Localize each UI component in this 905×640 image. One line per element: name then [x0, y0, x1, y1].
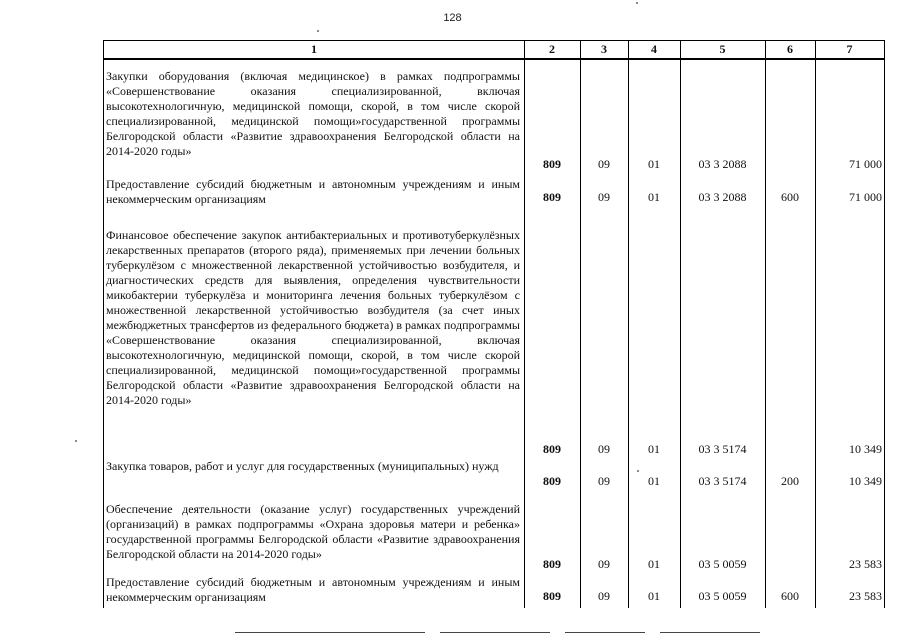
amount: 23 583 [849, 589, 882, 603]
admin-code: 809 [543, 474, 561, 488]
amount: 71 000 [849, 157, 882, 171]
column-divider [815, 40, 816, 608]
table-header [104, 40, 884, 60]
target-code: 03 3 2088 [698, 157, 747, 171]
row-description: Предоставление субсидий бюджетным и автономным учреждениям и иным некоммерческим организациям [106, 177, 520, 206]
amount: 71 000 [849, 190, 882, 204]
column-header: 7 [846, 42, 853, 56]
column-header: 6 [787, 42, 793, 56]
section-code: 09 [598, 442, 610, 456]
section-code: 09 [598, 157, 610, 171]
subsection-code: 01 [648, 442, 660, 456]
column-divider [524, 40, 525, 608]
scan-speck [75, 440, 77, 442]
expense-type: 200 [781, 474, 799, 488]
row-description: Предоставление субсидий бюджетным и автономным учреждениям и иным некоммерческим организациям [106, 575, 520, 604]
column-header: 5 [719, 42, 726, 56]
scan-artifact [565, 632, 645, 633]
subsection-code: 01 [648, 557, 660, 571]
subsection-code: 01 [648, 190, 660, 204]
scan-artifact [660, 632, 760, 633]
row-description: Обеспечение деятельности (оказание услуг) государственных учреждений (организаций) в рамках подпрограммы «Охрана здоровья матери и ребенка» государственной программы Белгородской области «Развитие здравоохранения Белгородской области на 2014-2020 годы» [106, 502, 520, 561]
target-code: 03 5 0059 [698, 589, 747, 603]
target-code: 03 3 2088 [698, 190, 747, 204]
admin-code: 809 [543, 157, 561, 171]
column-header: 4 [651, 42, 657, 56]
budget-table [103, 40, 885, 608]
target-code: 03 5 0059 [698, 557, 747, 571]
scan-speck [317, 30, 319, 32]
column-divider [680, 40, 681, 608]
section-code: 09 [598, 474, 610, 488]
target-code: 03 3 5174 [698, 442, 747, 456]
subsection-code: 01 [648, 157, 660, 171]
column-header: 1 [311, 42, 317, 56]
section-code: 09 [598, 589, 610, 603]
page-number: 128 [443, 12, 462, 24]
amount: 23 583 [849, 557, 882, 571]
admin-code: 809 [543, 589, 561, 603]
scan-artifact [440, 632, 550, 633]
scan-speck [637, 470, 639, 472]
row-description: Закупки оборудования (включая медицинское) в рамках подпрограммы «Совершенствование оказания специализированной, включая высокотехнологичную, медицинской помощи, скорой, в том числе скорой специализированной, медицинской помощи»государственной программы Белгородской области «Развитие здравоохранения Белгородской области на 2014-2020 годы» [106, 69, 520, 158]
target-code: 03 3 5174 [698, 474, 747, 488]
row-description: Финансовое обеспечение закупок антибактериальных и противотуберкулёзных лекарственных препаратов (второго ряда), применяемых при лечении больных туберкулёзом с множественной лекарственной устойчивостью возбудителя, и диагностических средств для выявления, определения чувствительности микобактерии туберкулёза и мониторинга лечения больных туберкулёзом с множественной лекарственной устойчивостью возбудителя (за счет иных межбюджетных трансфертов из федерального бюджета) в рамках подпрограммы «Совершенствование оказания специализированной, включая высокотехнологичную, медицинской помощи, скорой, в том числе скорой специализированной, медицинской помощи»государственной программы Белгородской области «Развитие здравоохранения Белгородской области на 2014-2020 годы» [106, 228, 520, 407]
subsection-code: 01 [648, 589, 660, 603]
amount: 10 349 [849, 442, 882, 456]
admin-code: 809 [543, 190, 561, 204]
amount: 10 349 [849, 474, 882, 488]
section-code: 09 [598, 190, 610, 204]
column-divider [580, 40, 581, 608]
scan-artifact [235, 632, 425, 633]
column-header: 3 [601, 42, 607, 56]
expense-type: 600 [781, 190, 799, 204]
expense-type: 600 [781, 589, 799, 603]
column-header: 2 [549, 42, 555, 56]
scan-speck [636, 2, 638, 4]
admin-code: 809 [543, 442, 561, 456]
subsection-code: 01 [648, 474, 660, 488]
column-divider [628, 40, 629, 608]
column-divider [765, 40, 766, 608]
admin-code: 809 [543, 557, 561, 571]
row-description: Закупка товаров, работ и услуг для государственных (муниципальных) нужд [106, 459, 499, 473]
section-code: 09 [598, 557, 610, 571]
